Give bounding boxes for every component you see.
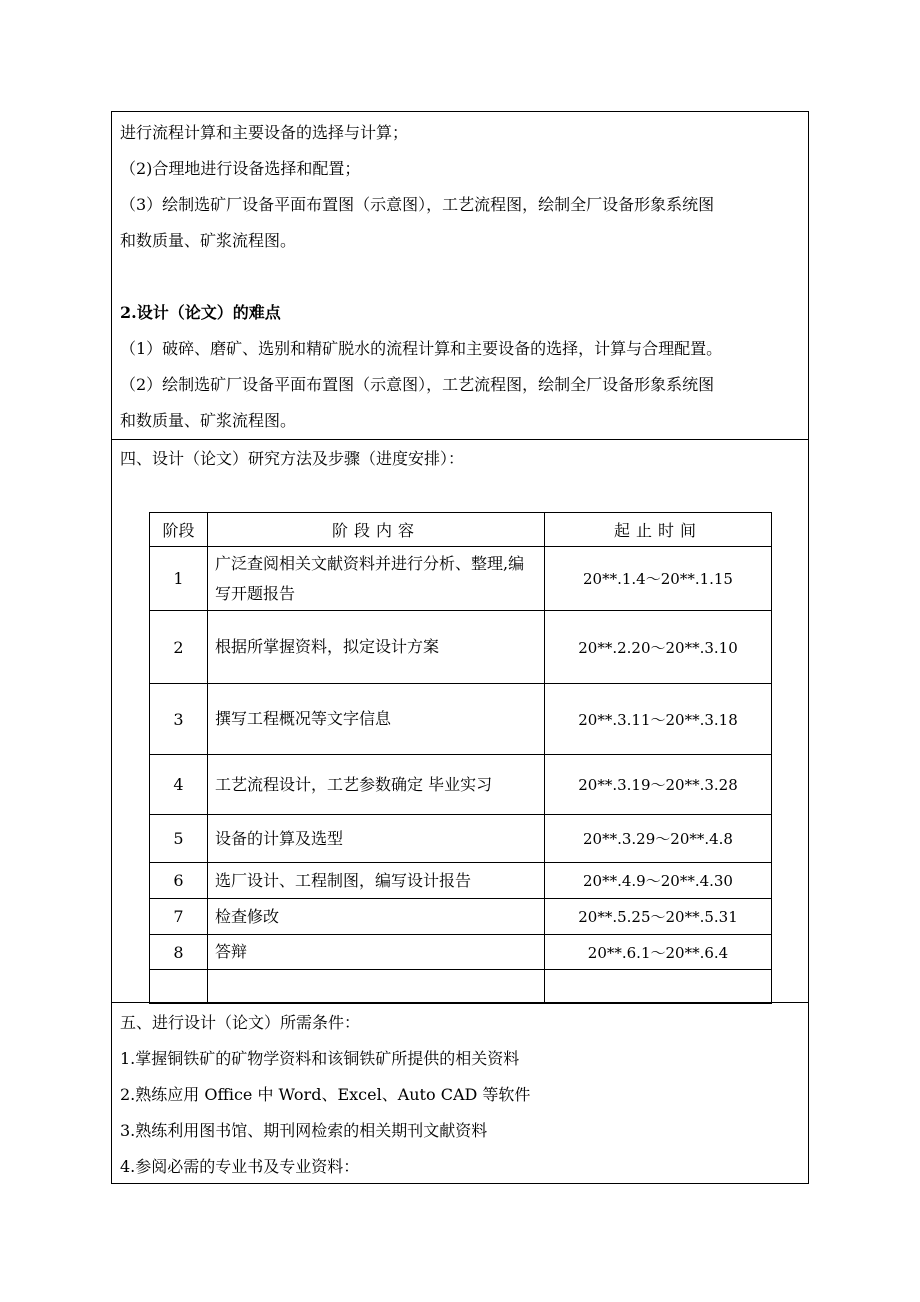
header-stage: 阶段 xyxy=(150,513,208,547)
text-line: （2)合理地进行设备选择和配置； xyxy=(120,159,361,178)
stage-cell: 3 xyxy=(150,684,208,755)
stage-cell: 2 xyxy=(150,611,208,684)
content-cell: 广泛查阅相关文献资料并进行分析、整理,编写开题报告 xyxy=(208,547,545,611)
content-cell: 撰写工程概况等文字信息 xyxy=(208,684,545,755)
table-row xyxy=(150,863,772,899)
text-line: （3）绘制选矿厂设备平面布置图（示意图），工艺流程图，绘制全厂设备形象系统图 xyxy=(120,195,715,214)
table-row xyxy=(150,899,772,935)
list-item: 3.熟练利用图书馆、期刊网检索的相关期刊文献资料 xyxy=(120,1121,488,1140)
dates-cell: 20**.4.9～20**.4.30 xyxy=(545,863,772,899)
dates-cell: 20**.2.20～20**.3.10 xyxy=(545,611,772,684)
content-cell: 选厂设计、工程制图，编写设计报告 xyxy=(208,863,545,899)
section-heading: 五、进行设计（论文）所需条件： xyxy=(120,1013,361,1032)
section-heading: 四、设计（论文）研究方法及步骤（进度安排）： xyxy=(120,449,465,468)
list-item: 4.参阅必需的专业书及专业资料： xyxy=(120,1157,360,1176)
content-cell: 根据所掌握资料，拟定设计方案 xyxy=(208,611,545,684)
content-cell: 设备的计算及选型 xyxy=(208,815,545,863)
text-line: 和数质量、矿浆流程图。 xyxy=(120,411,297,430)
table-row xyxy=(150,611,772,684)
content-cell xyxy=(208,970,545,1004)
form-frame xyxy=(111,111,809,1184)
dates-cell: 20**.3.19～20**.3.28 xyxy=(545,755,772,815)
dates-cell: 20**.5.25～20**.5.31 xyxy=(545,899,772,935)
table-row xyxy=(150,755,772,815)
table-header-row xyxy=(150,513,772,547)
table-row xyxy=(150,935,772,970)
content-cell: 工艺流程设计，工艺参数确定 毕业实习 xyxy=(208,755,545,815)
content-cell: 答辩 xyxy=(208,935,545,970)
stage-cell: 1 xyxy=(150,547,208,611)
table-row xyxy=(150,684,772,755)
dates-cell: 20**.3.29～20**.4.8 xyxy=(545,815,772,863)
stage-cell: 5 xyxy=(150,815,208,863)
text-line: 进行流程计算和主要设备的选择与计算； xyxy=(120,123,409,142)
list-item: 1.掌握铜铁矿的矿物学资料和该铜铁矿所提供的相关资料 xyxy=(120,1049,520,1068)
table-row xyxy=(150,547,772,611)
stage-cell: 6 xyxy=(150,863,208,899)
list-item: 2.熟练应用 Office 中 Word、Excel、Auto CAD 等软件 xyxy=(120,1085,531,1104)
stage-cell xyxy=(150,970,208,1004)
text-line: 和数质量、矿浆流程图。 xyxy=(120,231,297,250)
text-line: （2）绘制选矿厂设备平面布置图（示意图），工艺流程图，绘制全厂设备形象系统图 xyxy=(120,375,715,394)
stage-cell: 7 xyxy=(150,899,208,935)
stage-cell: 8 xyxy=(150,935,208,970)
dates-cell: 20**.3.11～20**.3.18 xyxy=(545,684,772,755)
stage-cell: 4 xyxy=(150,755,208,815)
content-cell: 检查修改 xyxy=(208,899,545,935)
dates-cell xyxy=(545,970,772,1004)
section-divider xyxy=(112,1002,808,1003)
table-row xyxy=(150,815,772,863)
table-row xyxy=(150,970,772,1004)
difficulty-heading: 2.设计（论文）的难点 xyxy=(120,303,281,322)
dates-cell: 20**.1.4～20**.1.15 xyxy=(545,547,772,611)
dates-cell: 20**.6.1～20**.6.4 xyxy=(545,935,772,970)
schedule-table xyxy=(149,512,772,1004)
text-line: （1）破碎、磨矿、选别和精矿脱水的流程计算和主要设备的选择，计算与合理配置。 xyxy=(120,339,723,358)
section-divider xyxy=(112,439,808,440)
header-dates: 起止时间 xyxy=(545,513,772,547)
header-content: 阶段内容 xyxy=(208,513,545,547)
